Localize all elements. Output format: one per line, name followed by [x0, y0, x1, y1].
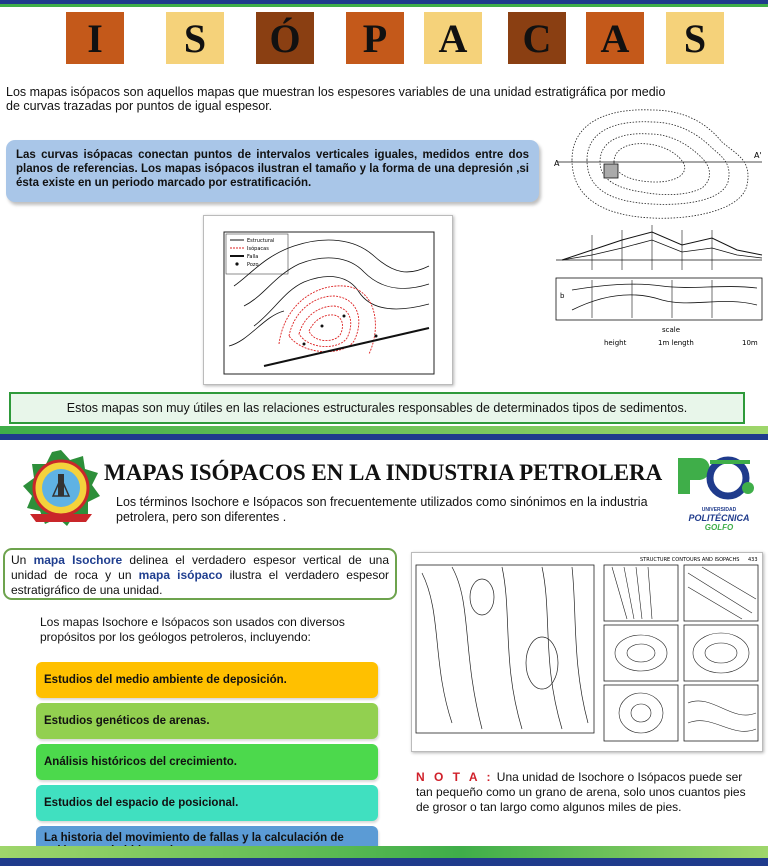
title-letter: Ó: [256, 12, 314, 64]
top-stripe-green: [0, 4, 768, 7]
legend-structural: Estructural: [247, 238, 275, 244]
term-isochore: mapa Isochore: [33, 553, 123, 567]
title-letter: I: [66, 12, 124, 64]
divider-band-blue: [0, 434, 768, 440]
legend-well: Pozo: [247, 262, 259, 268]
length-label: 1m length: [658, 339, 694, 347]
structure-contours-figure: [411, 552, 763, 752]
section-title: MAPAS ISÓPACOS EN LA INDUSTRIA PETROLERA: [104, 460, 663, 485]
nota-text: [416, 770, 756, 815]
structural-note-text: Estos mapas son muy útiles en las relaciones estructurales responsables de determinados tipos de sedimentos.: [66, 401, 688, 415]
isopach-map-drawing: [204, 216, 452, 384]
intro-text: Los mapas isópacos son aquellos mapas que muestran los espesores variables de una unidad estratigráfica por medio de curvas trazadas por puntos de igual espesor.: [6, 85, 666, 113]
use-item-label: Estudios del medio ambiente de deposición.: [44, 674, 287, 686]
structure-contours-drawing: [412, 553, 762, 751]
definition-part-1: Un: [11, 553, 34, 567]
isopach-definition-box: [6, 140, 539, 202]
title-letter: A: [424, 12, 482, 64]
profile-label-a-prime: A': [754, 151, 762, 160]
upgm-logo-icon: [672, 452, 766, 502]
use-item: [36, 744, 378, 780]
university-emblem: [20, 448, 102, 530]
bottom-band-blue: [0, 858, 768, 866]
use-item-label: Análisis históricos del crecimiento.: [44, 756, 238, 768]
use-item-label: Estudios del espacio de posicional.: [44, 797, 239, 809]
book-page-number: 433: [748, 557, 758, 563]
bottom-band-green: [0, 846, 768, 858]
legend-isopach: Isópacas: [247, 246, 269, 252]
use-item: [36, 785, 378, 821]
height-label: height: [604, 339, 627, 347]
scale-label: scale: [662, 326, 681, 334]
isopach-profile-figure: [552, 100, 766, 355]
definition-part-3: ilustra el verdadero espesor estratigráfico de una unidad.: [11, 568, 389, 597]
divider-band-green: [0, 426, 768, 434]
scale-10m-label: 10m: [742, 339, 758, 347]
book-header: STRUCTURE CONTOURS AND ISOPACHS: [640, 557, 740, 563]
title-letter: A: [586, 12, 644, 64]
title-letter: C: [508, 12, 566, 64]
use-item: [36, 662, 378, 698]
title-letter: S: [166, 12, 224, 64]
uses-intro: Los mapas Isochore e Isópacos son usados con diversos propósitos por los geólogos petroleros, incluyendo:: [40, 615, 345, 644]
title-tiles: [0, 12, 768, 70]
use-item: [36, 703, 378, 739]
term-isopach: mapa isópaco: [138, 568, 223, 582]
logo-line-3: GOLFO: [704, 523, 734, 532]
title-letter: S: [666, 12, 724, 64]
legend-fault: Falla: [247, 254, 259, 260]
section-intro: Los términos Isochore e Isópacos son frecuentemente utilizados como sinónimos en la industria petrolera, pero son diferentes .: [116, 495, 648, 524]
title-letter: P: [346, 12, 404, 64]
profile-label-b: b: [560, 292, 565, 300]
logo-line-1: UNIVERSIDAD: [701, 507, 737, 513]
structural-note: [9, 392, 745, 424]
use-item-label: Estudios genéticos de arenas.: [44, 715, 210, 727]
logo-line-2: POLITÉCNICA: [688, 513, 750, 523]
university-logo: [672, 452, 766, 532]
nota-body: Una unidad de Isochore o Isópacos puede ser tan pequeño como un grano de arena, solo unos cuantos pies de grosor o tan largo como algunos miles de pies.: [416, 770, 746, 814]
isopach-map-figure: [203, 215, 453, 385]
isopach-profile-drawing: [552, 100, 766, 355]
nota-label: N O T A :: [416, 770, 494, 784]
isochore-definition-box: [3, 548, 397, 600]
use-item-label: La historia del movimiento de fallas y la calculación de: [44, 832, 344, 844]
profile-label-a: A: [554, 159, 560, 168]
emblem-icon: [20, 448, 102, 530]
definition-part-2: delinea el verdadero espesor vertical de una unidad de roca y un: [11, 553, 389, 582]
isopach-definition-text: Las curvas isópacas conectan puntos de intervalos verticales iguales, medidos entre dos planos de referencias. Los mapas isópacos ilustran el tamaño y la forma de una depresión ,si ésta existe en un periodo marcado por estratificación.: [16, 149, 529, 189]
